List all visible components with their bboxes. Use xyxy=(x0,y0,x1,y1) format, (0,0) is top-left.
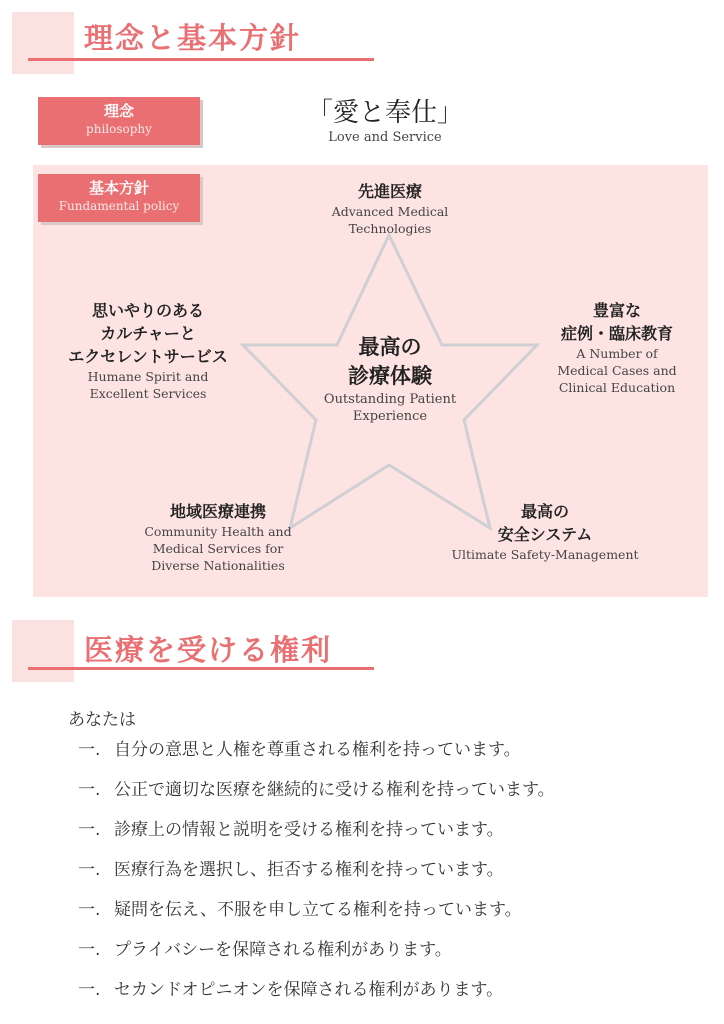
rights-item-mark: 一. xyxy=(78,820,101,840)
rights-item xyxy=(78,817,555,857)
philosophy-title: 「愛と奉仕」 xyxy=(306,98,463,128)
policy-right-jp-2: 症例・臨床教育 xyxy=(560,324,673,343)
policy-right-jp-1: 豊富な xyxy=(592,301,641,320)
policy-bottom-right-jp-2: 安全システム xyxy=(497,525,593,544)
rights-item-text: セカンドオピニオンを保障される権利があります。 xyxy=(114,980,504,1000)
policy-top-en-1: Advanced Medical xyxy=(331,204,449,219)
rights-item-text: 医療行為を選択し、拒否する権利を持っています。 xyxy=(114,860,504,880)
policy-top-jp: 先進医療 xyxy=(357,182,422,201)
section2-underline xyxy=(28,667,374,670)
philosophy-tag-jp: 理念 xyxy=(103,102,134,120)
policy-left xyxy=(48,299,248,402)
rights-item-mark: 一. xyxy=(78,940,101,960)
policy-center-en-2: Experience xyxy=(352,409,428,424)
policy-right-en-1: A Number of xyxy=(576,346,658,361)
policy-bottom-left-jp: 地域医療連携 xyxy=(169,502,266,521)
section1-title: 理念と基本方針 xyxy=(84,21,302,55)
policy-bottom-right-jp-1: 最高の xyxy=(520,502,569,521)
policy-bottom-left-en-2: Medical Services for xyxy=(152,541,284,556)
policy-left-en-2: Excellent Services xyxy=(89,386,207,401)
section2-decor-square xyxy=(12,620,74,682)
rights-item-mark: 一. xyxy=(78,780,101,800)
rights-item xyxy=(78,737,555,777)
policy-left-en-1: Humane Spirit and xyxy=(87,369,209,384)
rights-item-mark: 一. xyxy=(78,860,101,880)
policy-bottom-left-en-3: Diverse Nationalities xyxy=(151,558,285,573)
policy-left-jp-2: カルチャーと xyxy=(100,324,196,343)
section2-title: 医療を受ける権利 xyxy=(84,633,333,667)
policy-tag-en: Fundamental policy xyxy=(58,199,180,213)
rights-item-text: 自分の意思と人権を尊重される権利を持っています。 xyxy=(114,740,521,760)
policy-bottom-right xyxy=(445,500,645,563)
philosophy-subtitle: Love and Service xyxy=(328,130,442,145)
rights-item-text: プライバシーを保障される権利があります。 xyxy=(114,940,452,960)
policy-bottom-left-en-1: Community Health and xyxy=(144,524,292,539)
rights-item xyxy=(78,777,555,817)
rights-item-mark: 一. xyxy=(78,980,101,1000)
rights-intro: あなたは xyxy=(68,710,136,730)
policy-right-en-3: Clinical Education xyxy=(558,380,676,395)
policy-center-jp-2: 診療体験 xyxy=(348,364,432,388)
rights-item xyxy=(78,897,555,937)
rights-item xyxy=(78,977,555,1017)
rights-item xyxy=(78,857,555,897)
rights-item-mark: 一. xyxy=(78,900,101,920)
policy-right-en-2: Medical Cases and xyxy=(557,363,677,378)
rights-list xyxy=(78,737,555,1017)
rights-item-text: 公正で適切な医療を継続的に受ける権利を持っています。 xyxy=(114,780,555,800)
policy-bottom-left xyxy=(128,500,308,574)
policy-center xyxy=(310,333,470,425)
policy-bottom-right-en: Ultimate Safety-Management xyxy=(451,547,639,562)
policy-top-en-2: Technologies xyxy=(348,221,432,236)
policy-left-jp-3: エクセレントサービス xyxy=(68,347,228,366)
policy-center-jp-1: 最高の xyxy=(358,335,422,359)
rights-item-text: 疑問を伝え、不服を申し立てる権利を持っています。 xyxy=(114,900,522,920)
rights-item-mark: 一. xyxy=(78,740,101,760)
rights-item xyxy=(78,937,555,977)
policy-left-jp-1: 思いやりのある xyxy=(91,301,204,320)
policy-right xyxy=(537,299,697,396)
policy-tag xyxy=(38,174,200,222)
rights-item-text: 診療上の情報と説明を受ける権利を持っています。 xyxy=(114,820,504,840)
policy-tag-jp: 基本方針 xyxy=(88,179,149,197)
policy-top xyxy=(305,180,475,237)
policy-center-en-1: Outstanding Patient xyxy=(323,392,457,407)
philosophy-tag-en: philosophy xyxy=(86,122,152,136)
